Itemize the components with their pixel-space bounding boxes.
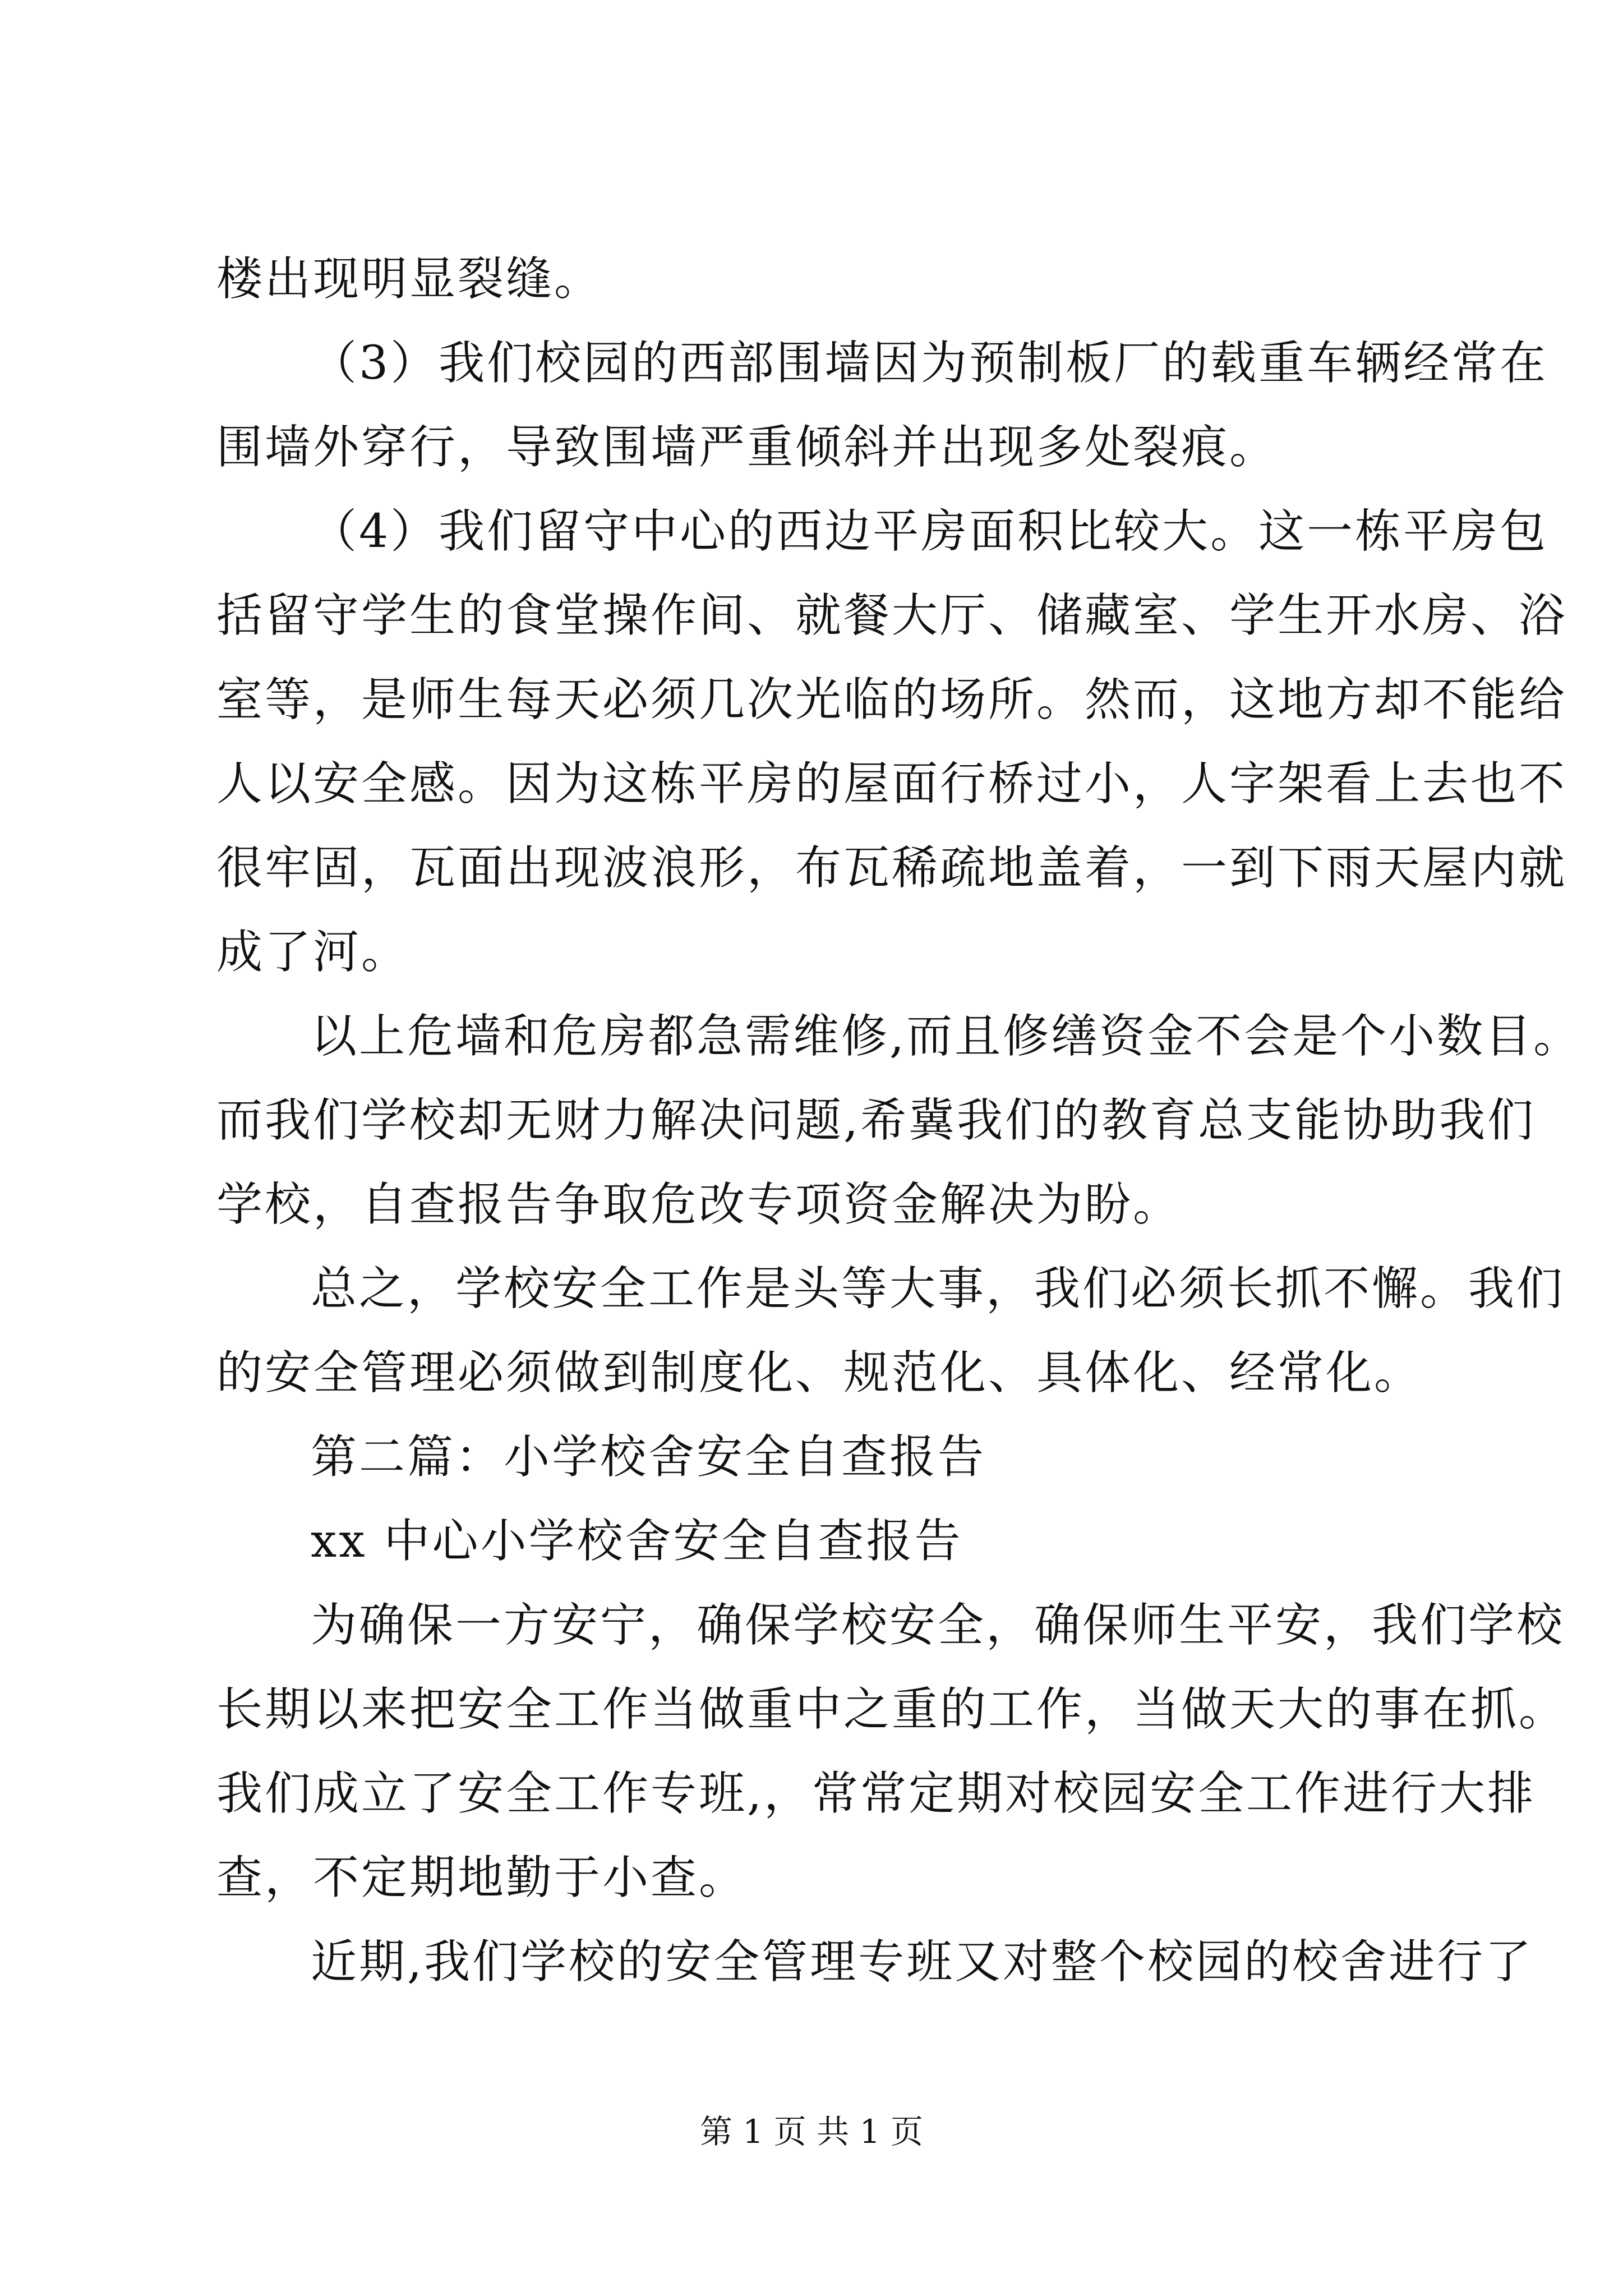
text-line: 楼出现明显裂缝。: [216, 252, 603, 306]
page-number-label: 第 1 页 共 1 页: [700, 2113, 923, 2151]
text-line: 人以安全感。因为这栋平房的屋面行桥过小，人字架看上去也不: [216, 757, 1567, 811]
section-heading: 第二篇：小学校舍安全自查报告: [311, 1430, 986, 1484]
text-line: 总之，学校安全工作是头等大事，我们必须长抓不懈。我们: [311, 1262, 1565, 1315]
text-line: 成了河。: [216, 926, 410, 979]
text-line: （3）我们校园的西部围墙因为预制板厂的载重车辆经常在: [311, 337, 1548, 390]
report-title: xx 中心小学校舍安全自查报告: [311, 1515, 963, 1568]
text-line: 室等，是师生每天必须几次光临的场所。然而，这地方却不能给: [216, 673, 1567, 726]
text-line: 以上危墙和危房都急需维修,而且修缮资金不会是个小数目。: [311, 1010, 1582, 1063]
text-line: 长期以来把安全工作当做重中之重的工作，当做天大的事在抓。: [216, 1683, 1567, 1736]
text-line: 括留守学生的食堂操作间、就餐大厅、储藏室、学生开水房、浴: [216, 589, 1567, 642]
text-line: 围墙外穿行，导致围墙严重倾斜并出现多处裂痕。: [216, 421, 1278, 474]
text-line: 近期,我们学校的安全管理专班又对整个校园的校舍进行了: [311, 1935, 1534, 1989]
text-line: （4）我们留守中心的西边平房面积比较大。这一栋平房包: [311, 505, 1548, 558]
text-line: 很牢固，瓦面出现波浪形，布瓦稀疏地盖着，一到下雨天屋内就: [216, 841, 1567, 895]
text-line: 的安全管理必须做到制度化、规范化、具体化、经常化。: [216, 1346, 1423, 1400]
text-line: 而我们学校却无财力解决问题,希冀我们的教育总支能协助我们: [216, 1094, 1536, 1147]
text-line: 我们成立了安全工作专班,，常常定期对校园安全工作进行大排: [216, 1767, 1536, 1820]
text-line: 查，不定期地勤于小查。: [216, 1851, 748, 1904]
text-line: 为确保一方安宁，确保学校安全，确保师生平安，我们学校: [311, 1599, 1565, 1652]
text-line: 学校，自查报告争取危改专项资金解决为盼。: [216, 1178, 1182, 1231]
page-footer: [0, 2106, 1623, 2157]
